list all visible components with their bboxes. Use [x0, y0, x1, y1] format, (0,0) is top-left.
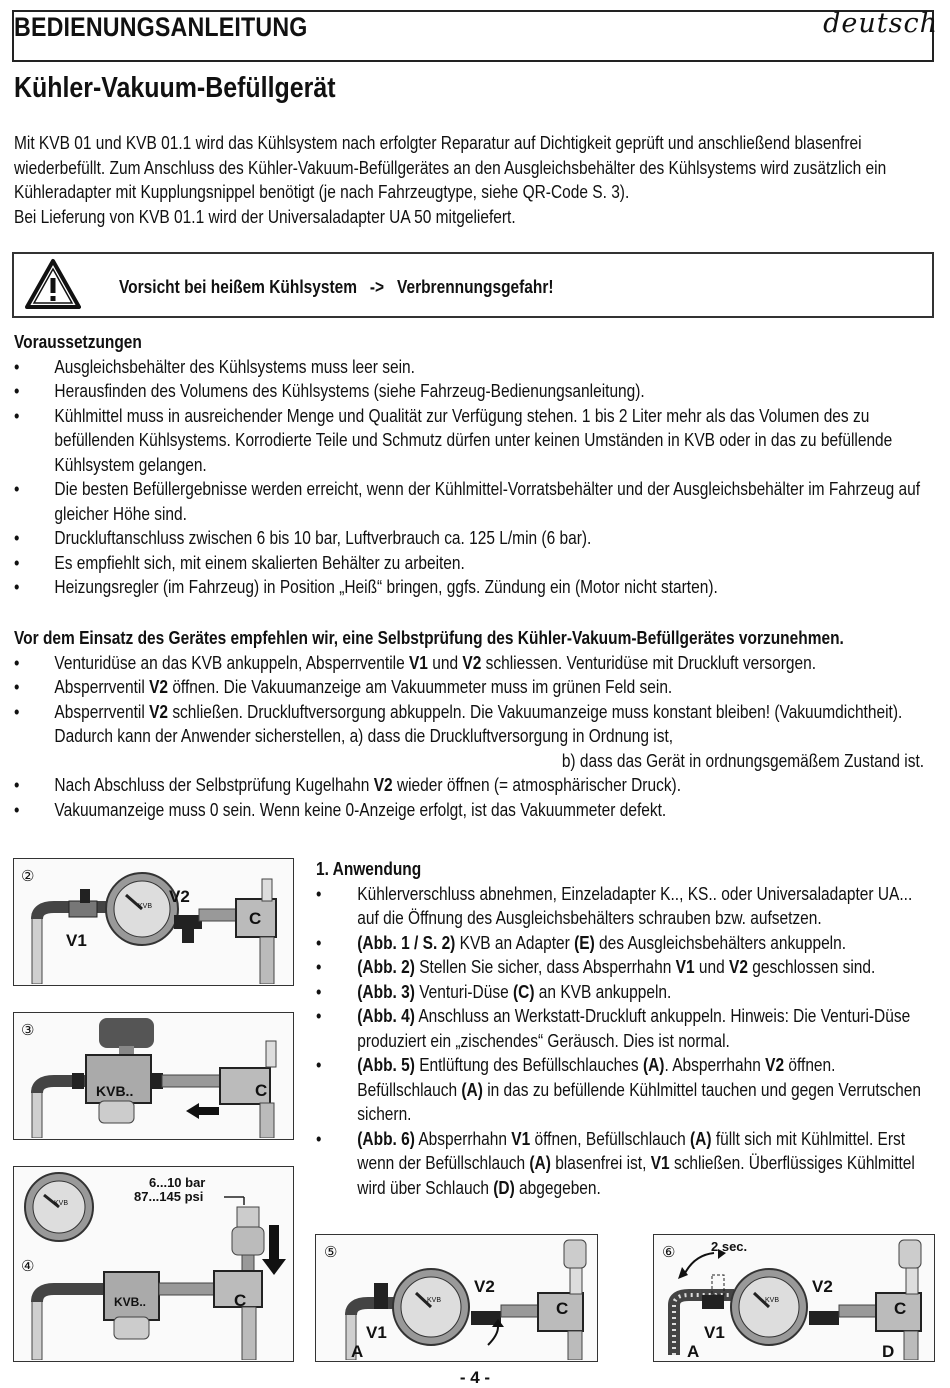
part-label-d: D: [882, 1342, 895, 1361]
list-item: • Absperrventil V2 öffnen. Die Vakuumanzeige am Vakuummeter muss im grünen Feld sein.: [14, 675, 934, 700]
list-item: • (Abb. 4) Anschluss an Werkstatt-Druckluft ankuppeln. Hinweis: Die Venturi-Düse produziert ein „zischendes“ Geräusch. Dies ist normal.: [316, 1004, 935, 1053]
list-item: • Kühlerverschluss abnehmen, Einzeladapter K.., KS.. oder Universaladapter UA... auf die Öffnung des Ausgleichsbehälters schrauben bzw. aufsetzen.: [316, 882, 935, 931]
warning-text: Vorsicht bei heißem Kühlsystem -> Verbrennungsgefahr!: [119, 277, 554, 297]
language-label: deutsch: [823, 8, 938, 39]
valve-label-v2: V2: [812, 1277, 833, 1296]
list-item: • Vakuumanzeige muss 0 sein. Wenn keine 0-Anzeige erfolgt, ist das Vakuummeter defekt.: [14, 798, 934, 823]
gauge-label: KVB: [138, 903, 153, 910]
part-label-c: C: [894, 1299, 907, 1318]
part-label-c: C: [255, 1081, 268, 1100]
figure-number: ②: [21, 868, 35, 885]
figure-5: [315, 1234, 598, 1362]
pressure-label-psi: 87...145 psi: [134, 1189, 204, 1204]
device-label: KVB..: [114, 1295, 147, 1309]
list-item: • Druckluftanschluss zwischen 6 bis 10 bar, Luftverbrauch ca. 125 L/min (6 bar).: [14, 526, 934, 551]
valve-label-v1: V1: [704, 1323, 725, 1342]
header-title: BEDIENUNGSANLEITUNG: [14, 12, 308, 42]
valve-label-v2: V2: [474, 1277, 495, 1296]
figure-3-drawing: [14, 1013, 292, 1138]
list-item: • Herausfinden des Volumens des Kühlsystems (siehe Fahrzeug-Bedienungsanleitung).: [14, 379, 934, 404]
list-item: • (Abb. 2) Stellen Sie sicher, dass Absperrhahn V1 und V2 geschlossen sind.: [316, 955, 935, 980]
part-label-a: A: [351, 1342, 364, 1361]
figure-6: [653, 1234, 935, 1362]
list-item: • Die besten Befüllergebnisse werden erreicht, wenn der Kühlmittel-Vorratsbehälter und der Ausgleichsbehälter im Fahrzeug auf gleicher Höhe sind.: [14, 477, 934, 526]
list-item: • Ausgleichsbehälter des Kühlsystems muss leer sein.: [14, 355, 934, 380]
list-item: • (Abb. 1 / S. 2) KVB an Adapter (E) des Ausgleichsbehälters ankuppeln.: [316, 931, 935, 956]
warning-triangle-icon: [25, 258, 81, 310]
figure-number: ④: [21, 1258, 35, 1275]
list-item: • (Abb. 6) Absperrhahn V1 öffnen, Befüllschlauch (A) füllt sich mit Kühlmittel. Erst wenn der Befüllschlauch (A) blasenfrei ist, V1 schließen. Überflüssiges Kühlmittel wird über Schlauch (D) abgegeben.: [316, 1127, 935, 1201]
valve-label-v1: V1: [66, 931, 87, 950]
intro-paragraph: Mit KVB 01 und KVB 01.1 wird das Kühlsystem nach erfolgter Reparatur auf Dichtigkeit geprüft und anschließend blasenfrei wiederbefüllt. Zum Anschluss des Kühler-Vakuum-Befüllgerätes an den Ausgleichsbehälter des Kühlsystems wird zusätzlich ein Kühleradapter mit Kupplungsnippel benötigt (je nach Fahrzeugtype, siehe QR-Code S. 3).: [14, 133, 887, 202]
figure-number: ③: [21, 1022, 35, 1039]
list-item: • Nach Abschluss der Selbstprüfung Kugelhahn V2 wieder öffnen (= atmosphärischer Druck).: [14, 773, 934, 798]
device-label: KVB..: [96, 1083, 134, 1099]
list-item: • (Abb. 3) Venturi-Düse (C) an KVB ankuppeln.: [316, 980, 935, 1005]
figure-number: ⑥: [662, 1244, 676, 1261]
usage-section: [316, 857, 935, 1200]
pressure-label-bar: 6...10 bar: [149, 1175, 206, 1190]
list-item: • Kühlmittel muss in ausreichender Menge und Qualität zur Verfügung stehen. 1 bis 2 Liter mehr als das Volumen des zu befüllenden Kühlsystems. Korrodierte Teile und Schmutz dürfen unter keinen Umständen in KVB oder in das zu befüllende Kühlsystem gelangen.: [14, 404, 934, 478]
valve-label-v2: V2: [169, 887, 190, 906]
time-label: 2 sec.: [711, 1239, 748, 1254]
list-item: • Heizungsregler (im Fahrzeug) in Position „Heiß“ bringen, ggfs. Zündung ein (Motor nicht starten).: [14, 575, 934, 600]
list-item: • (Abb. 5) Entlüftung des Befüllschlauches (A). Absperrhahn V2 öffnen. Befüllschlauch (A) in das zu befüllende Kühlmittel tauchen und gegen Verrutschen sichern.: [316, 1053, 935, 1127]
list-item: • Venturidüse an das KVB ankuppeln, Absperrventile V1 und V2 schliessen. Venturidüse mit Druckluft versorgen.: [14, 651, 934, 676]
section-heading: Vor dem Einsatz des Gerätes empfehlen wir, eine Selbstprüfung des Kühler-Vakuum-Befüllgerätes vorzunehmen.: [14, 628, 844, 648]
figure-3: [13, 1012, 294, 1140]
prerequisites-section: [14, 330, 934, 600]
gauge-label: KVB: [427, 1297, 442, 1304]
self-test-section: [14, 626, 934, 822]
gauge-label: KVB: [765, 1297, 780, 1304]
intro-text: [14, 131, 926, 229]
part-label-c: C: [556, 1299, 569, 1318]
list-item: • Absperrventil V2 schließen. Druckluftversorgung abkuppeln. Die Vakuumanzeige muss konstant bleiben! (Vakuumdichtheit). Dadurch kann der Anwender sicherstellen, a) dass die Druckluftversorgung in Ordnung ist, b) dass das Gerät in ordnungsgemäßem Zustand ist.: [14, 700, 934, 774]
part-label-c: C: [234, 1291, 247, 1310]
figure-2: [13, 858, 294, 986]
section-heading: Voraussetzungen: [14, 332, 142, 352]
figure-number: ⑤: [324, 1244, 338, 1261]
page-number: - 4 -: [459, 1368, 491, 1387]
list-item: • Es empfiehlt sich, mit einem skalierten Behälter zu arbeiten.: [14, 551, 934, 576]
part-label-c: C: [249, 909, 262, 928]
section-heading: 1. Anwendung: [316, 859, 422, 879]
intro-paragraph: Bei Lieferung von KVB 01.1 wird der Universaladapter UA 50 mitgeliefert.: [14, 206, 516, 227]
page-title: Kühler-Vakuum-Befüllgerät: [14, 72, 336, 104]
figure-4: [13, 1166, 294, 1362]
part-label-a: A: [687, 1342, 700, 1361]
valve-label-v1: V1: [366, 1323, 387, 1342]
gauge-label: KVB: [54, 1200, 69, 1207]
